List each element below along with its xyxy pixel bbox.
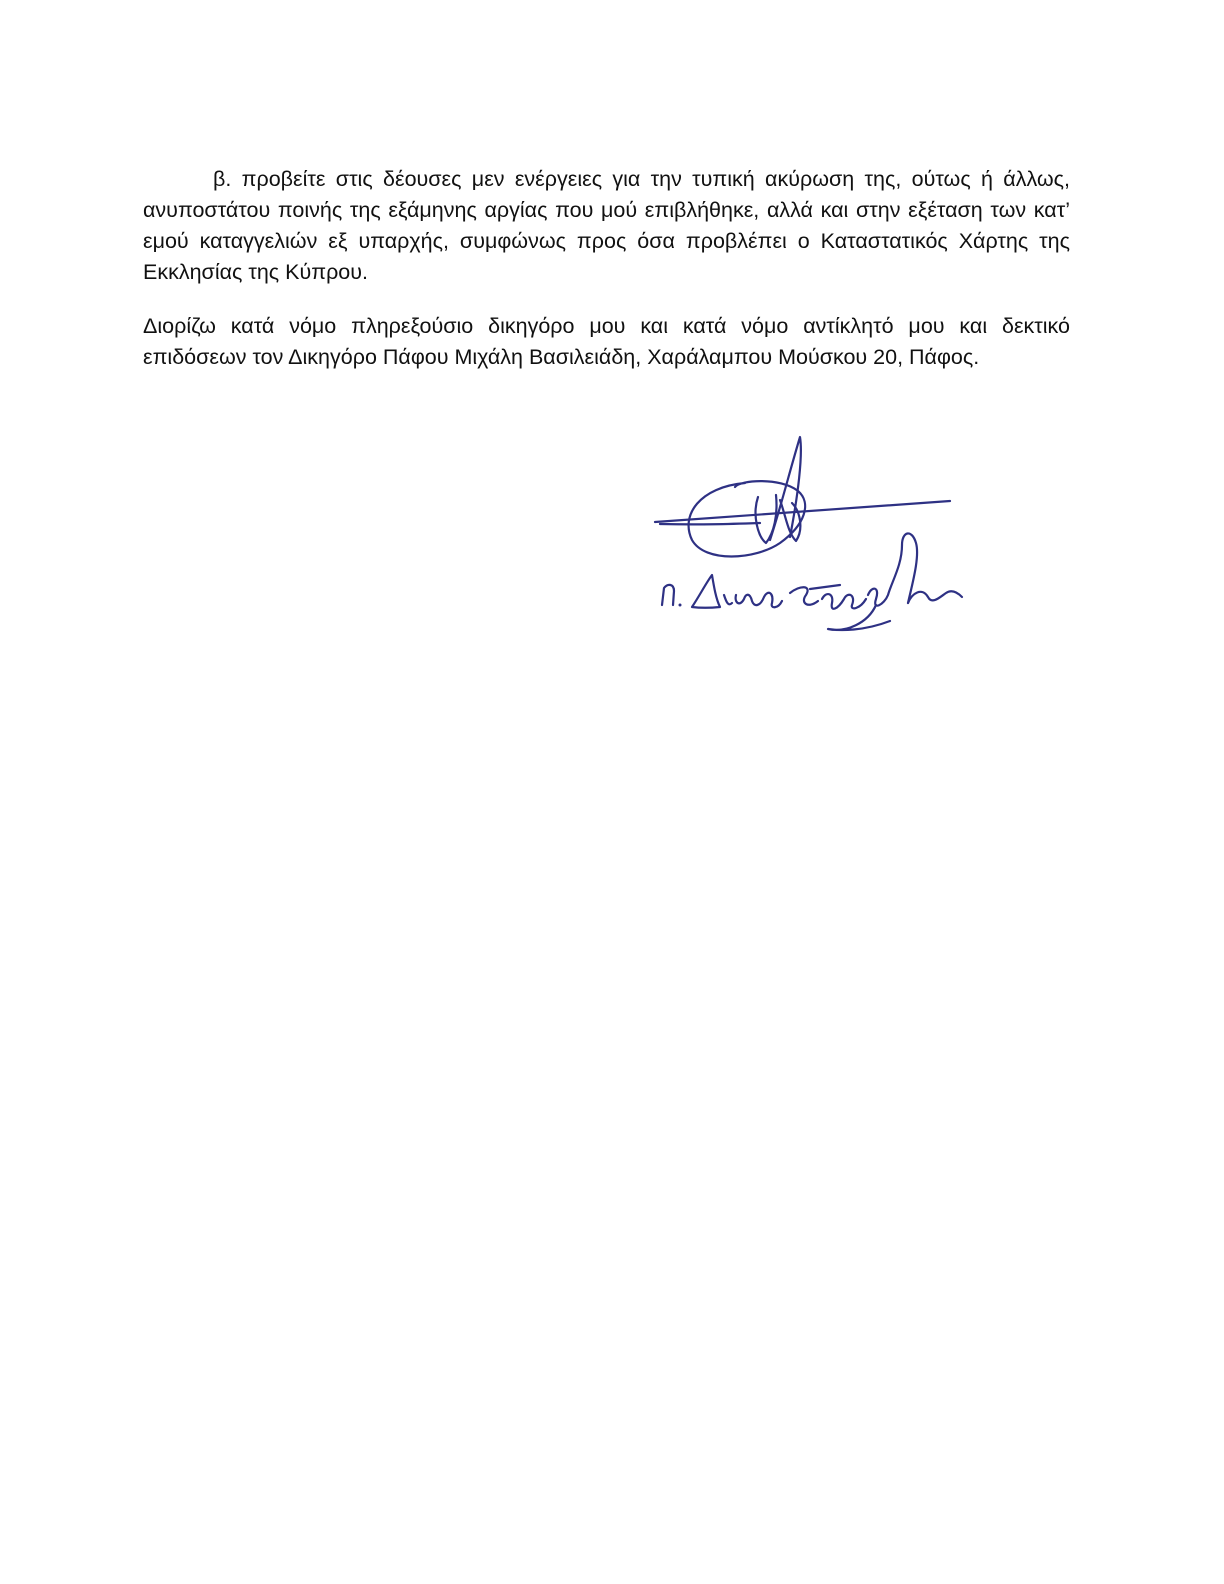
paragraph-appointment-lawyer: Διορίζω κατά νόμο πληρεξούσιο δικηγόρο μου και κατά νόμο αντίκλητό μου και δεκτικό επιδόσεων τον Δικηγόρο Πάφου Μιχάλη Βασιλειάδη, Χαράλαμπου Μούσκου 20, Πάφος. — [143, 313, 1070, 369]
signature — [640, 425, 980, 650]
paragraph-request-annulment: β. προβείτε στις δέουσες μεν ενέργειες για την τυπική ακύρωση της, ούτως ή άλλως, ανυποστάτου ποινής της εξάμηνης αργίας που μού επιβλήθηκε, αλλά και στην εξέταση των κατ’ εμού καταγγελιών εξ υπαρχής, συμφώνως προς όσα προβλέπει ο Καταστατικός Χάρτης της Εκκλησίας της Κύπρου. — [143, 166, 1070, 284]
